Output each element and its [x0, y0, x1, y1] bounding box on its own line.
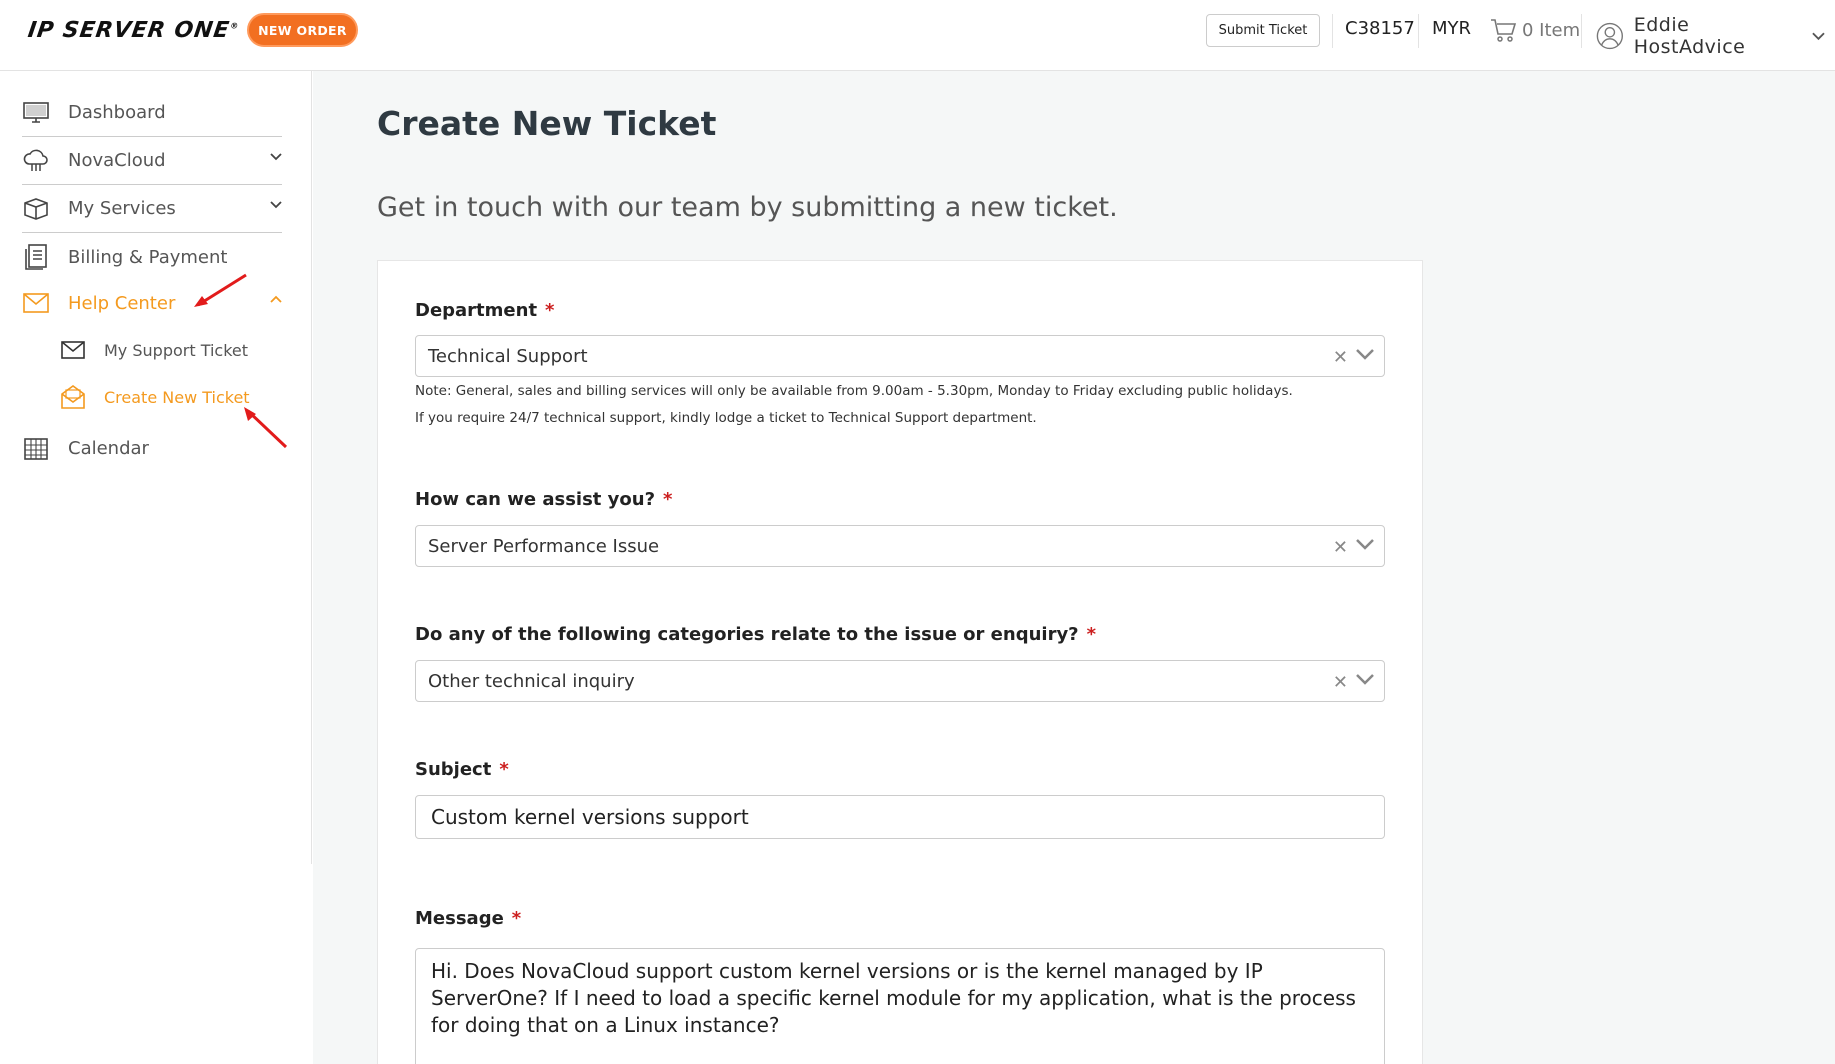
department-note: If you require 24/7 technical support, kindly lodge a ticket to Technical Support department.: [415, 410, 1037, 426]
page-subtitle: Get in touch with our team by submitting a new ticket.: [377, 192, 1118, 223]
sidebar-item-label: Dashboard: [68, 102, 166, 123]
mail-icon: [22, 289, 50, 317]
sidebar-subitem-label: My Support Ticket: [104, 340, 249, 360]
chevron-down-icon[interactable]: [1356, 538, 1374, 550]
invoice-icon: [22, 243, 50, 271]
chevron-up-icon[interactable]: [270, 295, 282, 303]
cart-label: 0 Item: [1522, 19, 1581, 41]
sidebar-item-label: Help Center: [68, 292, 176, 314]
sidebar-subitem-label: Create New Ticket: [104, 387, 250, 407]
sidebar-subitem-create-new-ticket[interactable]: [60, 378, 250, 416]
category-value: Other technical inquiry: [428, 670, 635, 692]
calendar-icon: [22, 434, 50, 462]
submit-ticket-button[interactable]: Submit Ticket: [1206, 14, 1320, 47]
cloud-icon: [22, 147, 50, 175]
currency-selector[interactable]: MYR: [1432, 18, 1472, 39]
cart-button[interactable]: [1490, 17, 1580, 43]
sidebar-item-novacloud[interactable]: [22, 137, 282, 185]
divider: [1418, 14, 1419, 48]
divider: [1581, 14, 1582, 48]
top-header: [0, 0, 1835, 71]
chevron-down-icon[interactable]: [270, 201, 282, 209]
monitor-icon: [22, 99, 50, 127]
department-label: Department *: [415, 300, 555, 321]
message-label: Message *: [415, 908, 522, 929]
category-label: Do any of the following categories relate to the issue or enquiry? *: [415, 624, 1097, 645]
department-select[interactable]: [415, 335, 1385, 377]
new-order-button[interactable]: NEW ORDER: [247, 13, 358, 47]
logo[interactable]: IP SERVER ONE®: [26, 18, 240, 43]
chevron-down-icon[interactable]: [1356, 348, 1374, 360]
sidebar-subitem-my-support-ticket[interactable]: [60, 331, 248, 369]
department-value: Technical Support: [428, 345, 588, 367]
annotation-arrow-icon: [240, 401, 290, 451]
department-note: Note: General, sales and billing services will only be available from 9.00am - 5.30pm, Monday to Friday excluding public holidays.: [415, 383, 1293, 399]
clear-icon[interactable]: ✕: [1332, 672, 1348, 693]
subject-label: Subject *: [415, 759, 509, 780]
assist-value: Server Performance Issue: [428, 535, 660, 557]
chevron-down-icon[interactable]: [1356, 673, 1374, 685]
message-textarea[interactable]: Hi. Does NovaCloud support custom kernel versions or is the kernel managed by IP ServerOne? If I need to load a specific kernel module for my application, what is the process for doing that on a Linux instance?: [415, 948, 1385, 1064]
annotation-arrow-icon: [190, 271, 250, 311]
assist-select[interactable]: [415, 525, 1385, 567]
chevron-down-icon[interactable]: [270, 153, 282, 161]
box-icon: [22, 195, 50, 223]
envelope-icon: [60, 337, 86, 363]
category-select[interactable]: [415, 660, 1385, 702]
user-avatar-icon: [1596, 21, 1624, 51]
subject-input[interactable]: Custom kernel versions support: [415, 795, 1385, 839]
sidebar-item-dashboard[interactable]: [22, 89, 282, 137]
cart-icon: [1490, 17, 1518, 43]
clear-icon[interactable]: ✕: [1332, 537, 1348, 558]
chevron-down-icon: [1812, 31, 1825, 41]
new-mail-icon: [60, 384, 86, 410]
sidebar-item-label: My Services: [68, 198, 176, 219]
sidebar: [0, 71, 312, 864]
sidebar-item-label: Billing & Payment: [68, 246, 228, 268]
sidebar-item-my-services[interactable]: [22, 185, 282, 233]
sidebar-item-label: NovaCloud: [68, 150, 166, 171]
clear-icon[interactable]: ✕: [1332, 347, 1348, 368]
sidebar-item-label: Calendar: [68, 437, 149, 459]
assist-label: How can we assist you? *: [415, 489, 673, 510]
divider: [1332, 14, 1333, 48]
page-title: Create New Ticket: [377, 104, 717, 143]
user-menu[interactable]: [1596, 14, 1835, 58]
user-name: Eddie HostAdvice: [1633, 14, 1746, 58]
client-id[interactable]: C38157: [1345, 18, 1415, 39]
